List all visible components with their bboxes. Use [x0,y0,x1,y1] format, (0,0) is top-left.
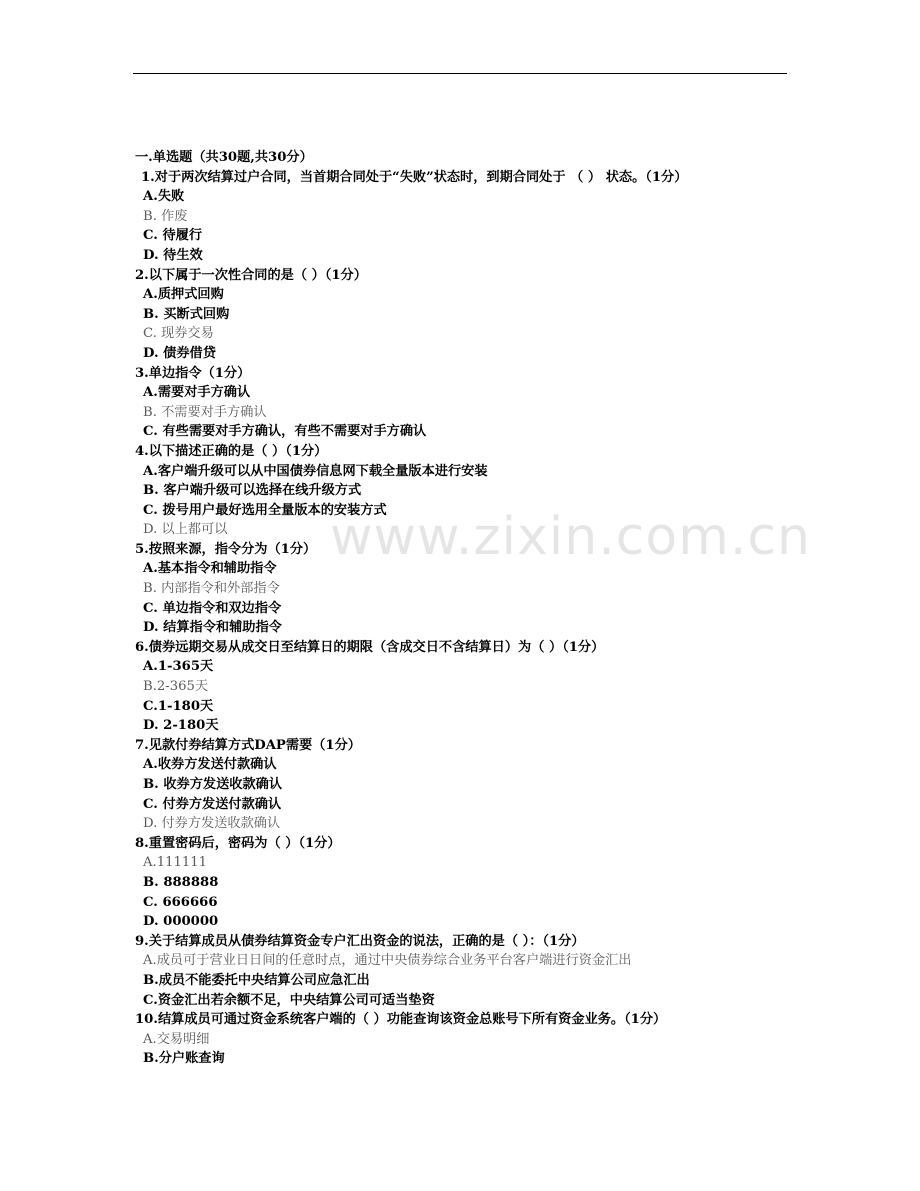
question-block [133,834,833,932]
answer-option: C. 有些需要对手方确认，有些不需要对手方确认 [143,424,427,440]
question-text: 5.按照来源，指令分为（1分） [135,541,317,557]
answer-option: D. 000000 [143,914,219,930]
answer-option: C. 待履行 [143,228,203,244]
answer-option: C. 付券方发送付款确认 [143,796,282,812]
answer-option: C. 666666 [143,894,218,910]
answer-option: A.质押式回购 [143,287,224,303]
answer-option: B.2-365天 [143,679,209,695]
exam-content [133,148,833,1069]
question-text: 7.见款付券结算方式DAP需要（1分） [135,737,361,753]
question-text: 2.以下属于一次性合同的是（ ）（1分） [135,267,367,283]
question-text: 9.关于结算成员从债券结算资金专户汇出资金的说法，正确的是（ ）：（1分） [135,933,585,949]
answer-option: B. 客户端升级可以选择在线升级方式 [143,483,362,499]
answer-option: B. 内部指令和外部指令 [143,581,280,597]
question-block [133,442,833,540]
question-text: 10.结算成员可通过资金系统客户端的（ ）功能查询该资金总账号下所有资金业务。（1分） [135,1012,667,1028]
answer-option: D. 付券方发送收款确认 [143,816,281,832]
question-text: 6.债券远期交易从成交日至结算日的期限（含成交日不含结算日）为（ ）（1分） [135,639,605,655]
answer-option: B. 收券方发送收款确认 [143,777,283,792]
answer-option: D. 2-180天 [143,718,219,734]
answer-option: A.需要对手方确认 [143,385,251,401]
answer-option: C.资金汇出若余额不足，中央结算公司可适当垫资 [143,992,435,1008]
answer-option: A.交易明细 [143,1031,210,1047]
answer-option: B.成员不能委托中央结算公司应急汇出 [143,972,370,988]
answer-option: B. 买断式回购 [143,306,230,322]
question-text: 1.对于两次结算过户合同，当首期合同处于“失败”状态时，到期合同处于 （ ） 状态。（1分） [141,169,688,185]
answer-option: C.1-180天 [143,698,214,714]
answer-option: D. 结算指令和辅助指令 [143,620,282,636]
question-text: 8.重置密码后，密码为（ ）（1分） [135,835,341,851]
question-text: 3.单边指令（1分） [135,365,251,381]
question-block [133,736,833,834]
question-block [133,540,833,638]
answer-option: B.分户账查询 [143,1051,225,1067]
answer-option: A.客户端升级可以从中国债券信息网下载全量版本进行安装 [143,463,488,479]
answer-option: B. 不需要对手方确认 [143,404,267,420]
answer-option: D. 债券借贷 [143,345,216,361]
answer-option: D. 待生效 [143,247,203,263]
answer-option: B. 888888 [143,874,219,890]
question-block [133,266,833,364]
answer-option: A.成员可于营业日日间的任意时点，通过中央债券综合业务平台客户端进行资金汇出 [143,953,632,969]
answer-option: A.收券方发送付款确认 [143,757,277,773]
answer-option: C. 拨号用户最好选用全量版本的安装方式 [143,502,387,518]
question-block [133,168,833,266]
question-block [133,364,833,442]
answer-option: A.111111 [143,855,208,871]
header-rule [133,73,787,74]
answer-option: A.基本指令和辅助指令 [143,561,277,577]
answer-option: D. 以上都可以 [143,522,228,538]
answer-option: B. 作废 [143,208,188,224]
answer-option: C. 现券交易 [143,326,214,342]
question-list [133,168,833,1069]
question-block [133,638,833,736]
watermark: www.zixin.com.cn [330,507,811,567]
answer-option: A.1-365天 [143,659,214,675]
answer-option: C. 单边指令和双边指令 [143,600,282,616]
question-text: 4.以下描述正确的是（ ）（1分） [135,443,328,459]
question-block [133,932,833,1010]
question-block [133,1010,833,1069]
section-title: 一.单选题（共30题,共30分） [135,150,313,165]
answer-option: A.失败 [143,189,185,205]
